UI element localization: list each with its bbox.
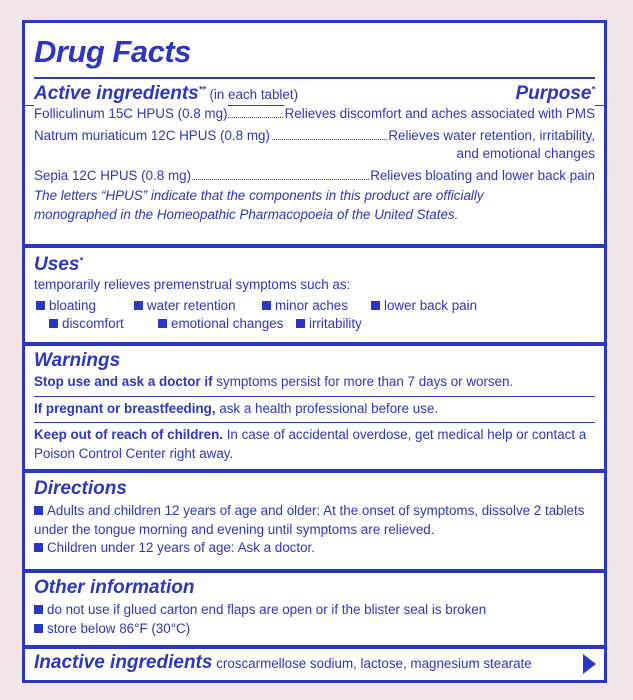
square-bullet-icon: [34, 605, 43, 614]
active-heading: Active ingredients: [34, 83, 199, 104]
uses-heading: Uses: [34, 254, 80, 275]
title-rule: [34, 77, 595, 79]
active-ingredients-section: [25, 83, 604, 224]
direction-adults-cont: under the tongue morning and evening until symptoms are relieved.: [34, 521, 435, 537]
purpose-heading: Purpose: [515, 83, 592, 104]
purpose-sup: *: [591, 84, 595, 95]
title-section: [25, 35, 604, 69]
active-heading-sup: **: [198, 84, 206, 95]
inactive-text: croscarmellose sodium, lactose, magnesium stearate: [212, 656, 532, 671]
right-triangle-icon: [583, 654, 596, 674]
section-divider: [25, 469, 604, 473]
section-divider: [25, 244, 604, 248]
symptom-item: irritability: [296, 315, 362, 334]
directions-heading: Directions: [34, 478, 127, 499]
square-bullet-icon: [36, 301, 45, 310]
warning-pregnant: If pregnant or breastfeeding, ask a health professional before use.: [34, 400, 439, 416]
symptom-item: discomfort: [49, 315, 124, 334]
inactive-section: [25, 652, 604, 674]
square-bullet-icon: [296, 319, 305, 328]
square-bullet-icon: [371, 301, 380, 310]
uses-section: [25, 254, 604, 333]
symptom-item: minor aches: [262, 297, 348, 316]
purpose-header: [515, 83, 595, 105]
directions-section: [25, 478, 604, 558]
drug-facts-title: Drug Facts: [34, 34, 191, 69]
ingredient-purpose: Relieves discomfort and aches associated with PMS: [284, 105, 595, 124]
uses-heading-sup: *: [79, 255, 83, 266]
square-bullet-icon: [34, 506, 43, 515]
symptom-item: emotional changes: [158, 315, 283, 334]
warning-children-cont: Poison Control Center right away.: [34, 445, 234, 461]
symptom-item: bloating: [36, 297, 96, 316]
symptom-item: lower back pain: [371, 297, 477, 316]
other-info-item: store below 86°F (30°C): [34, 620, 595, 639]
ingredient-name: Natrum muriaticum 12C HPUS (0.8 mg): [34, 127, 271, 146]
ingredient-name: Folliculinum 15C HPUS (0.8 mg): [34, 105, 228, 124]
ingredient-row: [34, 105, 595, 124]
ingredient-name: Sepia 12C HPUS (0.8 mg): [34, 167, 192, 186]
other-info-section: [25, 577, 604, 638]
warning-stop: Stop use and ask a doctor if symptoms persist for more than 7 days or worsen.: [34, 374, 514, 389]
drug-facts-panel: [22, 20, 607, 683]
square-bullet-icon: [262, 301, 271, 310]
warnings-section: [25, 350, 604, 463]
square-bullet-icon: [134, 301, 143, 310]
ingredient-purpose: Relieves water retention, irritability,: [387, 127, 595, 146]
section-divider: [25, 342, 604, 346]
warning-rule: [34, 422, 595, 423]
ingredient-purpose-cont: and emotional changes: [456, 146, 595, 161]
square-bullet-icon: [158, 319, 167, 328]
ingredient-row: [34, 167, 595, 186]
hpus-note-line1: The letters “HPUS” indicate that the components in this product are officially: [34, 188, 484, 203]
direction-adults: Adults and children 12 years of age and older: At the onset of symptoms, dissolve 2 tablets: [34, 502, 595, 521]
square-bullet-icon: [34, 543, 43, 552]
uses-intro: temporarily relieves premenstrual symptoms such as:: [34, 277, 351, 292]
ingredient-purpose: Relieves bloating and lower back pain: [369, 167, 595, 186]
symptom-list: [34, 295, 595, 333]
square-bullet-icon: [49, 319, 58, 328]
warning-rule: [34, 396, 595, 397]
other-info-item: do not use if glued carton end flaps are open or if the blister seal is broken: [34, 601, 595, 620]
square-bullet-icon: [34, 624, 43, 633]
active-heading-note: (in each tablet): [205, 87, 299, 102]
inactive-heading: Inactive ingredients: [34, 652, 213, 673]
hpus-note-line2: monographed in the Homeopathic Pharmacopoeia of the United States.: [34, 206, 459, 222]
section-divider: [25, 569, 604, 573]
warning-children: Keep out of reach of children. In case of accidental overdose, get medical help or contact a: [34, 427, 587, 442]
ingredient-row: [34, 127, 595, 146]
symptom-item: water retention: [134, 297, 236, 316]
direction-children: Children under 12 years of age: Ask a doctor.: [34, 539, 595, 558]
warnings-heading: Warnings: [34, 350, 121, 371]
active-header-row: [34, 83, 595, 105]
section-divider: [25, 645, 604, 649]
other-info-heading: Other information: [34, 577, 195, 598]
